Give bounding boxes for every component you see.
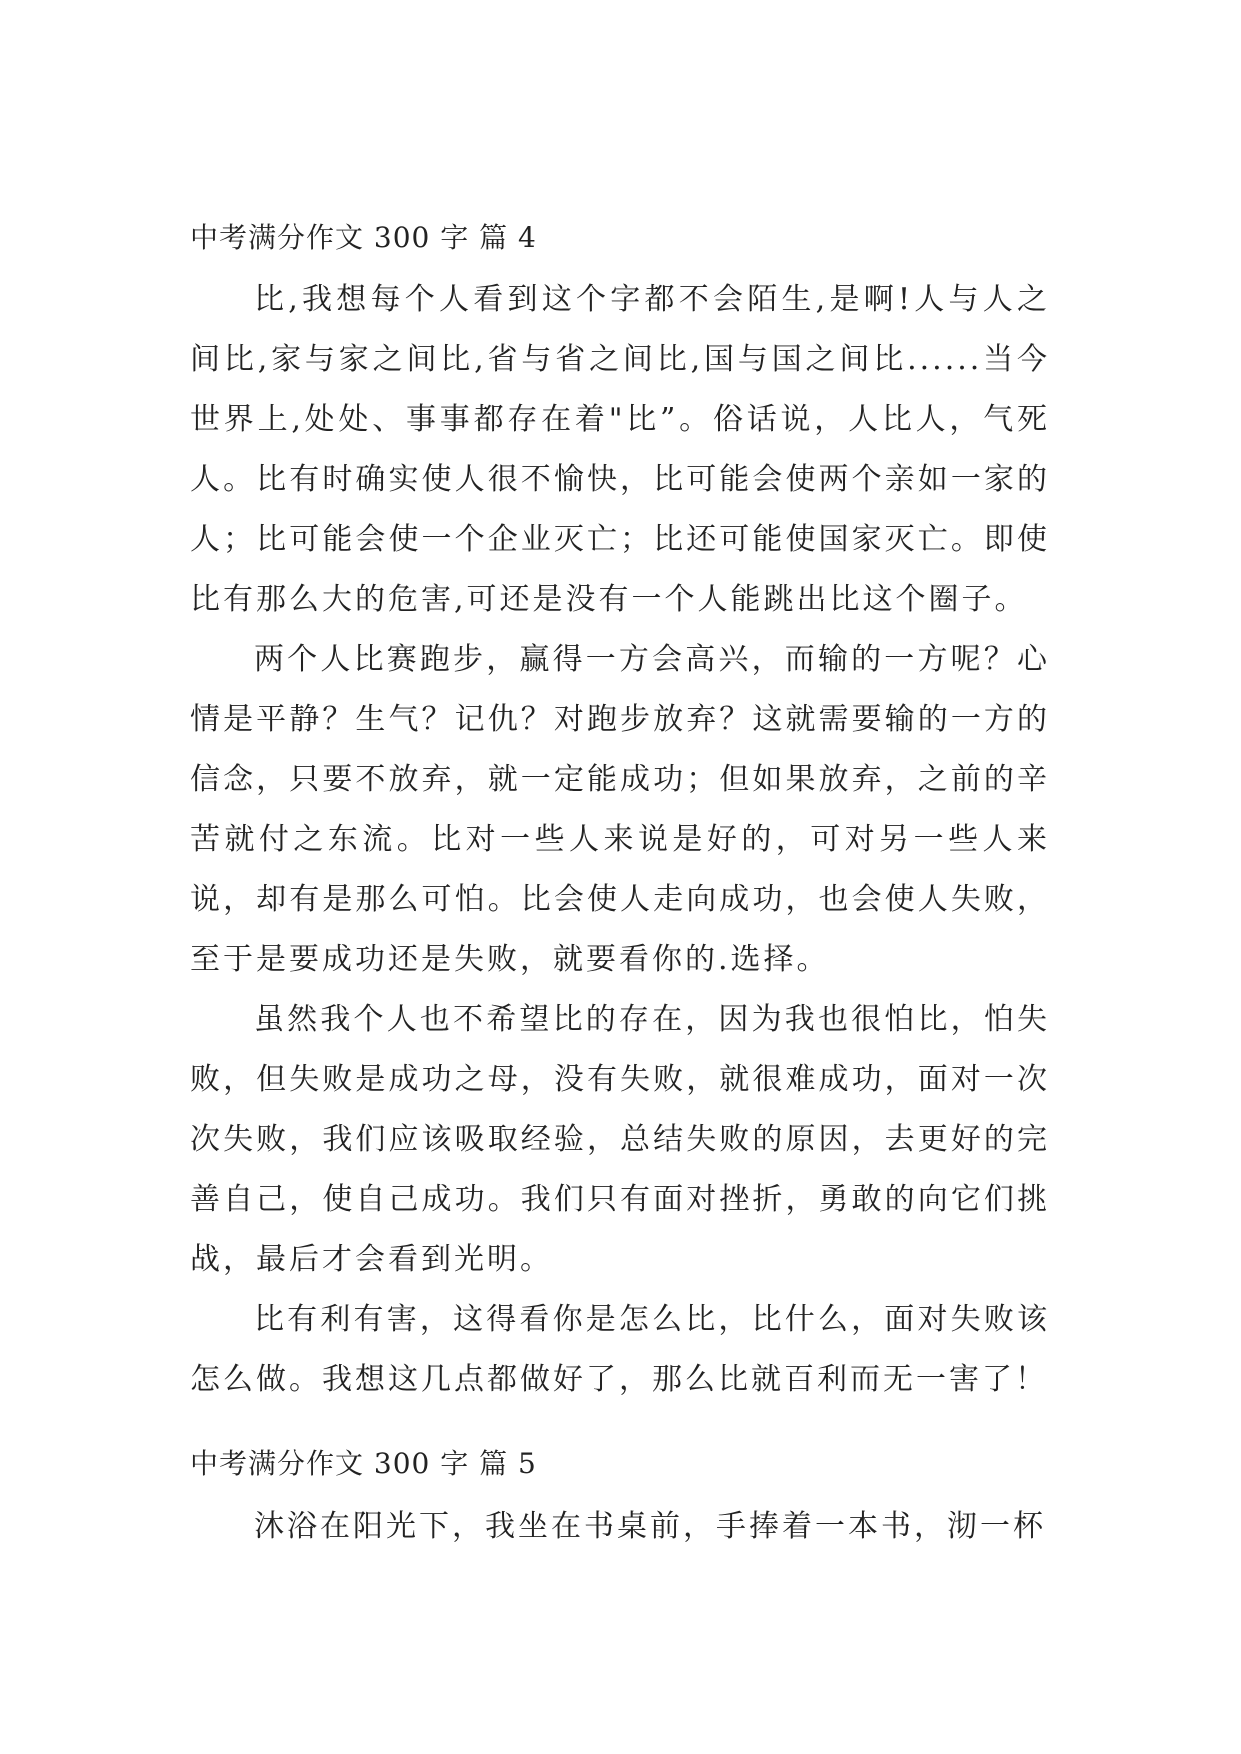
essay-section-5: [190, 1444, 1050, 1557]
paragraph: 沐浴在阳光下，我坐在书桌前，手捧着一本书，沏一杯: [254, 1509, 1046, 1544]
paragraph: 比有利有害，这得看你是怎么比，比什么，面对失败该怎么做。我想这几点都做好了，那么比就百利而无一害了！: [190, 1302, 1050, 1397]
section-heading: 中考满分作文 300 字 篇 5: [190, 1447, 537, 1480]
essay-section-4: [190, 218, 1050, 1410]
section-heading: 中考满分作文 300 字 篇 4: [190, 221, 537, 254]
paragraph: 虽然我个人也不希望比的存在，因为我也很怕比，怕失败，但失败是成功之母，没有失败，就很难成功，面对一次次失败，我们应该吸取经验，总结失败的原因，去更好的完善自己，使自己成功。我们只有面对挫折，勇敢的向它们挑战，最后才会看到光明。: [190, 1002, 1050, 1277]
paragraph: 两个人比赛跑步，赢得一方会高兴，而输的一方呢？心情是平静？生气？记仇？对跑步放弃？这就需要输的一方的信念，只要不放弃，就一定能成功；但如果放弃，之前的辛苦就付之东流。比对一些人来说是好的，可对另一些人来说，却有是那么可怕。比会使人走向成功，也会使人失败，至于是要成功还是失败，就要看你的.选择。: [190, 642, 1050, 977]
paragraph: 比,我想每个人看到这个字都不会陌生,是啊!人与人之间比,家与家之间比,省与省之间比,国与国之间比......当今世界上,处处、事事都存在着"比”。俗话说，人比人，气死人。比有时确实使人很不愉快，比可能会使两个亲如一家的人；比可能会使一个企业灭亡；比还可能使国家灭亡。即使比有那么大的危害,可还是没有一个人能跳出比这个圈子。: [190, 282, 1050, 617]
